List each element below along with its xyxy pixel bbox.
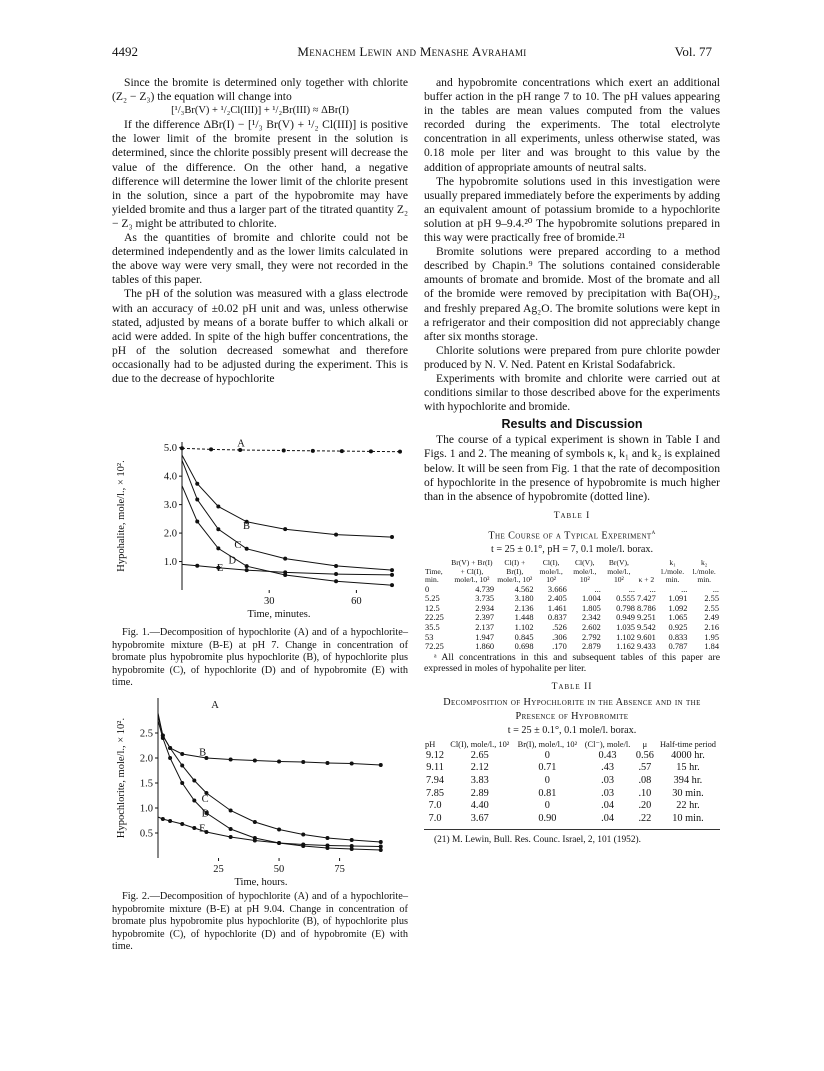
table-cell: 1.448	[514, 613, 534, 623]
equation: [¹/₃Br(V) + ¹/₂Cl(III)] + ¹/₂Br(III) ≈ ΔBr(I)	[171, 105, 349, 117]
y-tick-label: 2.0	[163, 528, 177, 540]
table-cell: 2.49	[704, 613, 719, 623]
table-cell: .43	[601, 762, 614, 774]
table-cell: 2.136	[514, 603, 534, 613]
table-row	[424, 800, 720, 813]
series-line-a	[182, 448, 400, 451]
data-point-e	[180, 822, 184, 826]
data-point-c	[195, 497, 199, 501]
table-cell: 0.698	[514, 642, 534, 652]
data-point-c	[350, 838, 354, 842]
table-cell: 0.90	[538, 812, 557, 824]
data-point-e	[195, 564, 199, 568]
table-cell: 0	[544, 749, 550, 761]
data-point-e	[253, 839, 257, 843]
table-row	[424, 642, 720, 652]
data-point-d	[379, 848, 383, 852]
table-cell: 1.091	[668, 594, 688, 604]
x-tick-label: 75	[334, 864, 345, 875]
table-cell: 9.251	[636, 613, 656, 623]
data-point-c	[283, 557, 287, 561]
data-point-b	[195, 482, 199, 486]
data-point-b	[180, 752, 184, 756]
data-point-e	[325, 844, 329, 848]
y-tick-label: 4.0	[163, 471, 177, 483]
table-cell: 1.035	[616, 623, 635, 633]
table-row	[424, 613, 720, 623]
data-point-a	[180, 446, 184, 450]
data-point-c	[216, 527, 220, 531]
volume-number: Vol. 77	[674, 44, 712, 59]
series-label-e: E	[216, 563, 224, 575]
data-point-b	[229, 758, 233, 762]
table-cell: 7.85	[426, 787, 445, 799]
paragraph: and hypobromite concentrations which exert an additional buffer action in the pH range 7 to 10. The pH values appearing in the tables are mean values computed from the values recorded during the experiments. The total electrolyte concentration in all experiments, unless otherwise stated, was 0.18 mole per liter and was brought to this value by the addition of appropriate amounts of neutral salts.	[424, 76, 720, 174]
table-cell: 1.95	[704, 632, 719, 642]
figure-1-caption: Fig. 1.—Decomposition of hypochlorite (A) and of a hypochlorite–hypobromite mixture (B-E) at pH 7. Change in concentration of bromate plus hypobromite plus hypochlorite (B), of hypochlorite plus hypobromite (C), of hypochlorite (D) and of hypobromite (E) with time.	[112, 627, 408, 689]
table-cell: .03	[601, 775, 614, 787]
data-point-c	[334, 564, 338, 568]
data-point-a	[340, 449, 344, 453]
column-header: μ	[642, 740, 648, 750]
table-cell: 3.666	[547, 584, 567, 594]
table-cell: 394 hr.	[673, 775, 703, 787]
y-tick-label: 3.0	[163, 500, 177, 512]
data-point-d	[229, 827, 233, 831]
right-column	[424, 76, 720, 847]
table-1	[424, 509, 720, 675]
series-label-a: A	[211, 700, 219, 711]
data-point-b	[216, 504, 220, 508]
left-column	[112, 76, 408, 386]
table-cell: 7.0	[428, 800, 442, 812]
data-point-b	[283, 527, 287, 531]
table-cell: 1.004	[581, 594, 601, 604]
data-point-e	[192, 826, 196, 830]
data-point-e	[245, 568, 249, 572]
series-line-b	[182, 455, 392, 537]
table-cell: 2.405	[547, 594, 567, 604]
series-line-b	[158, 713, 381, 765]
data-point-b	[325, 761, 329, 765]
y-axis-label: Hypohalite, mole/l., × 10².	[116, 460, 127, 572]
table-cell: .08	[638, 775, 652, 787]
table-cell: 1.860	[475, 642, 495, 652]
table-body	[424, 750, 720, 826]
column-header: Time, min.	[425, 566, 443, 585]
x-axis-label: Time, minutes.	[247, 609, 311, 620]
table-cell: 0.845	[514, 632, 534, 642]
data-point-d	[216, 546, 220, 550]
table-conditions: t = 25 ± 0.1°, pH = 7, 0.1 mole/l. borax.	[490, 544, 654, 556]
table-cell: .526	[552, 623, 567, 633]
table-row	[424, 585, 720, 595]
table-cell: ...	[649, 584, 656, 594]
table-cell: ...	[681, 584, 688, 594]
table-cell: .170	[552, 642, 567, 652]
data-point-d	[180, 781, 184, 785]
table-cell: 2.55	[704, 594, 719, 604]
table-row	[424, 813, 720, 826]
data-point-b	[253, 759, 257, 763]
table-cell: 2.55	[704, 603, 719, 613]
rule	[424, 829, 720, 830]
series-line-e	[182, 564, 392, 575]
table-row	[424, 594, 720, 604]
column-header: Half-time period	[659, 740, 716, 750]
table-cell: 53	[425, 632, 434, 642]
table-cell: 10 min.	[672, 812, 704, 824]
column-header: Cl(I), mole/l., 10²	[450, 740, 510, 750]
table-cell: .04	[601, 812, 614, 824]
data-point-c	[325, 836, 329, 840]
table-cell: 0	[425, 584, 430, 594]
data-point-e	[390, 573, 394, 577]
table-cell: 4.40	[470, 800, 489, 812]
table-cell: 1.102	[616, 632, 635, 642]
paragraph: Chlorite solutions were prepared from pure chlorite powder produced by N. V. Ned. Patent en Kristal Sodafabrick.	[424, 343, 720, 371]
table-cell: 72.25	[425, 642, 444, 652]
series-line-e	[158, 817, 381, 847]
data-point-c	[277, 828, 281, 832]
table-cell: 2.342	[581, 613, 601, 623]
x-tick-label: 30	[263, 596, 275, 607]
table-cell: ...	[594, 584, 601, 594]
data-point-e	[168, 819, 172, 823]
paragraph: If the difference ΔBr(I) − [¹/₃ Br(V) + ¹/₂ Cl(III)] is positive the lower limit of the bromite present in the solution is determined, since the chlorite possibly present will decrease the value of the difference. On the other hand, a negative difference will determine the lower limit of the chlorite present in the solution, since a part of the hypobromite may have yielded bromite and thus a larger part of the titrated quantity Z₂ − Z₃ might be attributed to chlorite.	[112, 118, 408, 230]
table-cell: 22 hr.	[676, 800, 700, 812]
series-line-c	[158, 716, 381, 843]
data-point-d	[390, 583, 394, 587]
data-point-d	[168, 756, 172, 760]
series-label-d: D	[201, 808, 210, 820]
series-label-b: B	[199, 747, 207, 759]
table-cell: 9.542	[636, 623, 656, 633]
table-header-row	[424, 559, 720, 584]
series-line-c	[182, 460, 392, 570]
data-point-c	[180, 764, 184, 768]
table-title-text: The Course of a Typical Experiment	[488, 530, 652, 542]
data-point-e	[334, 572, 338, 576]
table-cell: 2.89	[470, 787, 489, 799]
table-cell: 7.427	[636, 594, 656, 604]
figure-1-chart	[112, 436, 408, 622]
y-tick-label: 1.5	[139, 778, 153, 790]
table-cell: 0.833	[668, 632, 688, 642]
table-cell: .10	[638, 787, 652, 799]
y-tick-label: 2.0	[139, 753, 153, 765]
series-label-a: A	[237, 438, 245, 450]
table-cell: 4.739	[475, 584, 495, 594]
x-axis-label: Time, hours.	[234, 877, 288, 886]
table-cell: 7.94	[426, 775, 445, 787]
data-point-e	[229, 835, 233, 839]
table-cell: 0.837	[547, 613, 567, 623]
table-cell: 2.397	[475, 613, 495, 623]
table-cell: 1.065	[668, 613, 688, 623]
table-cell: 1.092	[668, 603, 688, 613]
table-cell: 9.601	[636, 632, 656, 642]
column-header: Br(I), mole/l., 10²	[517, 740, 578, 750]
table-cell: 0.787	[668, 642, 688, 652]
table-cell: 22.25	[425, 613, 444, 623]
table-cell: 12.5	[425, 603, 440, 613]
table-cell: ...	[712, 584, 719, 594]
table-cell: 2.65	[470, 749, 489, 761]
paragraph: Bromite solutions were prepared according to a method described by Chapin.⁹ The solutions contained considerable amounts of bromate and bromide. Most of the bromate and all of the bromide were removed by precipitation with Ba(OH)₂, and freshly prepared Ag₂O. The bromite solutions were kept in a refrigerator and their composition did not appreciably change after six months storage.	[424, 245, 720, 343]
column-header: κ + 2	[638, 575, 655, 585]
table-cell: 30 min.	[672, 787, 704, 799]
table-cell: 0.43	[598, 749, 617, 761]
table-title-mark: a	[651, 527, 656, 536]
table-cell: .03	[601, 787, 614, 799]
table-cell: 2.137	[475, 623, 495, 633]
table-cell: 9.433	[636, 642, 656, 652]
column-header: Cl(I), mole/l., 10²	[539, 558, 563, 585]
data-point-d	[334, 579, 338, 583]
table-cell: .20	[638, 800, 652, 812]
data-point-b	[390, 535, 394, 539]
figure-2-caption: Fig. 2.—Decomposition of hypochlorite (A) and of a hypochlorite–hypobromite mixture (B-E) at pH 9.04. Change in concentration of bromate plus hypobromite plus hypochlorite (B), of hypochlorite plus hypobromite (C), of hypochlorite (D) and of hypobromite (E) with time.	[112, 891, 408, 953]
data-point-c	[245, 547, 249, 551]
table-cell: 15 hr.	[676, 762, 700, 774]
y-tick-label: 1.0	[163, 557, 177, 569]
table-cell: .57	[638, 762, 652, 774]
table-label: Table I	[553, 510, 591, 521]
series-label-e: E	[199, 823, 206, 835]
data-point-c	[229, 809, 233, 813]
table-cell: 2.934	[475, 603, 495, 613]
table-cell: 1.461	[547, 603, 567, 613]
table-cell: 0	[544, 775, 550, 787]
x-tick-label: 25	[213, 864, 224, 875]
table-cell: 0.925	[668, 623, 688, 633]
table-cell: 0	[544, 800, 550, 812]
data-point-c	[192, 779, 196, 783]
table-cell: 3.67	[470, 812, 489, 824]
data-point-e	[350, 844, 354, 848]
data-point-d	[245, 564, 249, 568]
table-cell: 0.949	[616, 613, 635, 623]
data-point-e	[161, 817, 165, 821]
data-point-a	[398, 450, 402, 454]
table-cell: .04	[601, 800, 614, 812]
table-row	[424, 623, 720, 633]
table-cell: 2.792	[581, 632, 601, 642]
table-title	[424, 525, 720, 543]
table-cell: 4000 hr.	[671, 749, 705, 761]
data-point-b	[350, 762, 354, 766]
data-point-c	[379, 840, 383, 844]
page-number: 4492	[112, 44, 138, 59]
x-tick-label: 60	[351, 596, 362, 607]
data-point-a	[209, 447, 213, 451]
table-cell: 9.11	[426, 762, 444, 774]
table-cell: 2.16	[704, 623, 719, 633]
data-point-e	[283, 570, 287, 574]
table-row	[424, 750, 720, 763]
column-header: (Cl⁻), mole/l.	[584, 740, 631, 750]
series-label-b: B	[243, 520, 251, 532]
table-row	[424, 775, 720, 788]
table-cell: 1.162	[616, 642, 635, 652]
data-point-d	[192, 799, 196, 803]
series-label-c: C	[234, 539, 242, 551]
data-point-c	[301, 833, 305, 837]
paragraph: Experiments with bromite and chlorite were carried out at conditions similar to those described above for the experiments with hypochlorite and bromide.	[424, 371, 720, 414]
table-title: Decomposition of Hypochlorite in the Absence and in the Presence of Hypobromite	[443, 697, 701, 723]
table-cell: 5.25	[425, 594, 440, 604]
table-cell: 2.602	[581, 623, 601, 633]
table-row	[424, 788, 720, 801]
table-row	[424, 762, 720, 775]
table-cell: 1.84	[704, 642, 719, 652]
table-row	[424, 633, 720, 643]
table-body	[424, 585, 720, 652]
table-cell: 4.562	[514, 584, 534, 594]
table-cell: 2.879	[581, 642, 601, 652]
data-point-e	[301, 843, 305, 847]
paragraph: The course of a typical experiment is shown in Table I and Figs. 1 and 2. The meaning of symbols κ, k₁ and k₂ is explained below. It will be seen from Fig. 1 that the rate of decomposition of hypochlorite in the presence of hypobromite is much higher than in the absence of hypobromite (dotted line).	[424, 433, 720, 503]
table-cell: 0.798	[616, 603, 635, 613]
data-point-b	[277, 760, 281, 764]
table-cell: 9.12	[426, 749, 445, 761]
table-footnote: ᵃ All concentrations in this and subsequent tables of this paper are expressed in moles of hypohalite per liter.	[424, 651, 720, 675]
data-point-a	[369, 449, 373, 453]
table-cell: .22	[638, 812, 652, 824]
y-axis-label: Hypochlorite, mole/l., × 10².	[116, 717, 127, 839]
table-cell: 0.56	[635, 749, 654, 761]
table-conditions: t = 25 ± 0.1°, 0.1 mole/l. borax.	[507, 725, 637, 737]
section-heading: Results and Discussion	[501, 417, 643, 432]
column-header: pH	[425, 740, 436, 750]
data-point-a	[311, 449, 315, 453]
table-cell: 0.81	[538, 787, 557, 799]
table-cell: 3.83	[470, 775, 489, 787]
data-point-e	[277, 841, 281, 845]
table-cell: .306	[552, 632, 567, 642]
column-header: Br(V) + Br(I) + Cl(I), mole/l., 10²	[451, 558, 493, 585]
table-cell: 2.12	[470, 762, 489, 774]
data-point-b	[379, 763, 383, 767]
column-header: Cl(V), mole/l., 10²	[573, 558, 597, 585]
data-point-b	[301, 760, 305, 764]
column-header: Br(V), mole/l., 10²	[607, 558, 631, 585]
figure-2-chart	[112, 690, 408, 886]
data-point-d	[195, 520, 199, 524]
y-tick-label: 2.5	[139, 728, 153, 740]
series-line-d	[158, 721, 381, 851]
table-cell: ...	[628, 584, 635, 594]
paragraph: Since the bromite is determined only together with chlorite (Z₂ − Z₃) the equation will change into	[112, 76, 408, 104]
table-cell: 0.71	[538, 762, 557, 774]
y-tick-label: 1.0	[139, 803, 153, 815]
table-row	[424, 604, 720, 614]
column-header: Cl(I) + Br(I), mole/l., 10²	[497, 558, 533, 585]
paragraph: The pH of the solution was measured with a glass electrode with an accuracy of ±0.02 pH unit and was, unless otherwise stated, adjusted by means of a borate buffer to which alkali or acid were added. In spite of the high buffer concentrations, the pH of the solution decreased somewhat and therefore occasionally had to be adjusted during the experiment. This is due to the decrease of hypochlorite	[112, 287, 408, 385]
data-point-c	[253, 820, 257, 824]
data-point-c	[168, 746, 172, 750]
data-point-e	[379, 845, 383, 849]
data-point-b	[334, 533, 338, 537]
running-title: Menachem Lewin and Menashe Avrahami	[297, 44, 527, 59]
column-header: k₁ l./mole. min.	[660, 558, 685, 585]
y-tick-label: 0.5	[139, 828, 153, 840]
paragraph: The hypobromite solutions used in this investigation were usually prepared immediately before the experiments by adding an equivalent amount of potassium bromide to a hypochlorite solution at pH 9–9.4.²⁰ The hypobromite solutions prepared in this way were practically free of bromide.²¹	[424, 174, 720, 245]
x-tick-label: 50	[273, 864, 285, 875]
table-cell: 7.0	[428, 812, 442, 824]
table-cell: 1.102	[514, 623, 534, 633]
table-cell: 8.786	[636, 603, 656, 613]
data-table	[424, 740, 720, 825]
data-point-a	[282, 449, 286, 453]
table-2	[424, 680, 720, 847]
table-cell: 3.735	[475, 594, 495, 604]
reference-footnote: (21) M. Lewin, Bull. Res. Counc. Israel, 2, 101 (1952).	[434, 835, 642, 846]
table-cell: 1.947	[475, 632, 495, 642]
table-cell: 35.5	[425, 623, 440, 633]
table-cell: 1.805	[581, 603, 601, 613]
data-table	[424, 559, 720, 651]
data-point-c	[390, 568, 394, 572]
table-cell: 3.180	[514, 594, 534, 604]
paragraph: As the quantities of bromite and chlorite could not be determined independently and as the lower limits calculated in the above way were very small, they were not recorded in the tables of this paper.	[112, 231, 408, 287]
series-label-c: C	[201, 794, 209, 805]
table-label: Table II	[551, 682, 593, 693]
table-header-row	[424, 740, 720, 749]
y-tick-label: 5.0	[163, 443, 177, 455]
table-cell: 0.555	[616, 594, 635, 604]
series-label-d: D	[228, 555, 237, 567]
data-point-d	[161, 736, 165, 740]
column-header: k₂ l./mole. min.	[692, 558, 716, 585]
